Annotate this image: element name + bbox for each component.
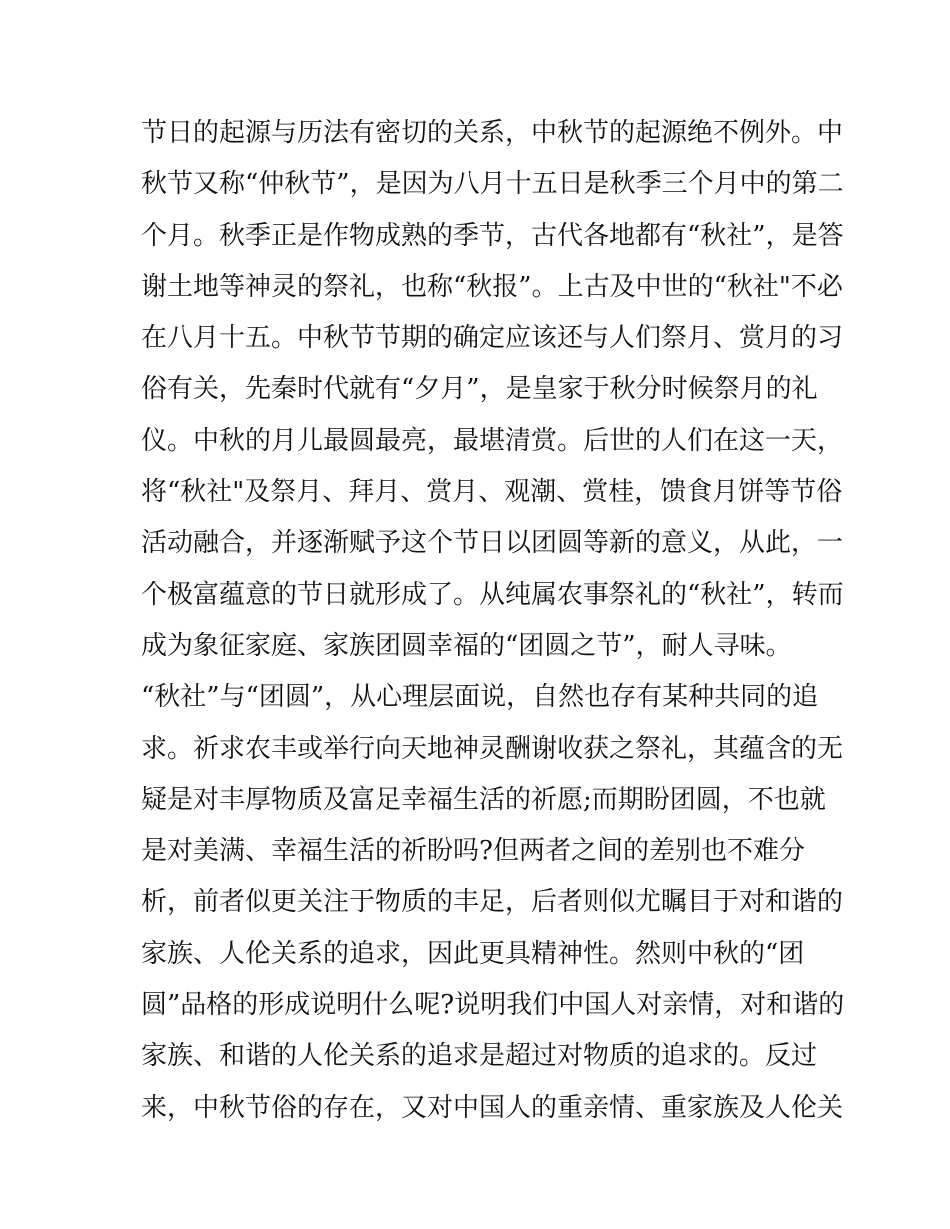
- text-line-15: 是对美满、幸福生活的祈盼吗?但两者之间的差别也不难分: [141, 836, 805, 867]
- text-line-4: 谢土地等神灵的祭礼，也称“秋报”。上古及中世的“秋社"不必: [141, 271, 843, 302]
- text-line-13: 求。祈求农丰或举行向天地神灵酬谢收获之祭礼，其蕴含的无: [141, 733, 844, 764]
- body-text: [141, 108, 845, 1134]
- text-line-12: “秋社”与“团圆”，从心理层面说，自然也存有某种共同的追: [141, 682, 819, 713]
- text-line-6: 俗有关，先秦时代就有“夕月”，是皇家于秋分时候祭月的礼: [141, 374, 818, 405]
- text-line-14: 疑是对丰厚物质及富足幸福生活的祈愿;而期盼团圆，不也就: [141, 784, 826, 815]
- text-line-9: 活动融合，并逐渐赋予这个节日以团圆等新的意义，从此，一: [141, 528, 844, 559]
- text-line-17: 家族、人伦关系的追求，因此更具精神性。然则中秋的“团: [141, 938, 805, 969]
- text-line-20: 来，中秋节俗的存在，又对中国人的重亲情、重家族及人伦关: [141, 1092, 844, 1123]
- text-line-5: 在八月十五。中秋节节期的确定应该还与人们祭月、赏月的习: [141, 323, 844, 354]
- text-line-3: 个月。秋季正是作物成熟的季节，古代各地都有“秋社”，是答: [141, 220, 844, 251]
- text-line-10: 个极富蕴意的节日就形成了。从纯属农事祭礼的“秋社”，转而: [141, 579, 844, 610]
- text-line-2: 秋节又称“仲秋节”，是因为八月十五日是秋季三个月中的第二: [141, 169, 844, 200]
- text-line-7: 仪。中秋的月儿最圆最亮，最堪清赏。后世的人们在这一天，: [141, 425, 844, 456]
- text-line-19: 家族、和谐的人伦关系的追求是超过对物质的追求的。反过: [141, 1041, 818, 1072]
- text-line-8: 将“秋社"及祭月、拜月、赏月、观潮、赏桂，馈食月饼等节俗: [141, 477, 843, 508]
- text-line-1: 节日的起源与历法有密切的关系，中秋节的起源绝不例外。中: [141, 118, 844, 148]
- text-line-18: 圆”品格的形成说明什么呢?说明我们中国人对亲情，对和谐的: [141, 990, 845, 1021]
- text-line-11: 成为象征家庭、家族团圆幸福的“团圆之节”，耐人寻味。: [141, 630, 792, 661]
- text-line-16: 析，前者似更关注于物质的丰足，后者则似尤瞩目于对和谐的: [141, 887, 844, 918]
